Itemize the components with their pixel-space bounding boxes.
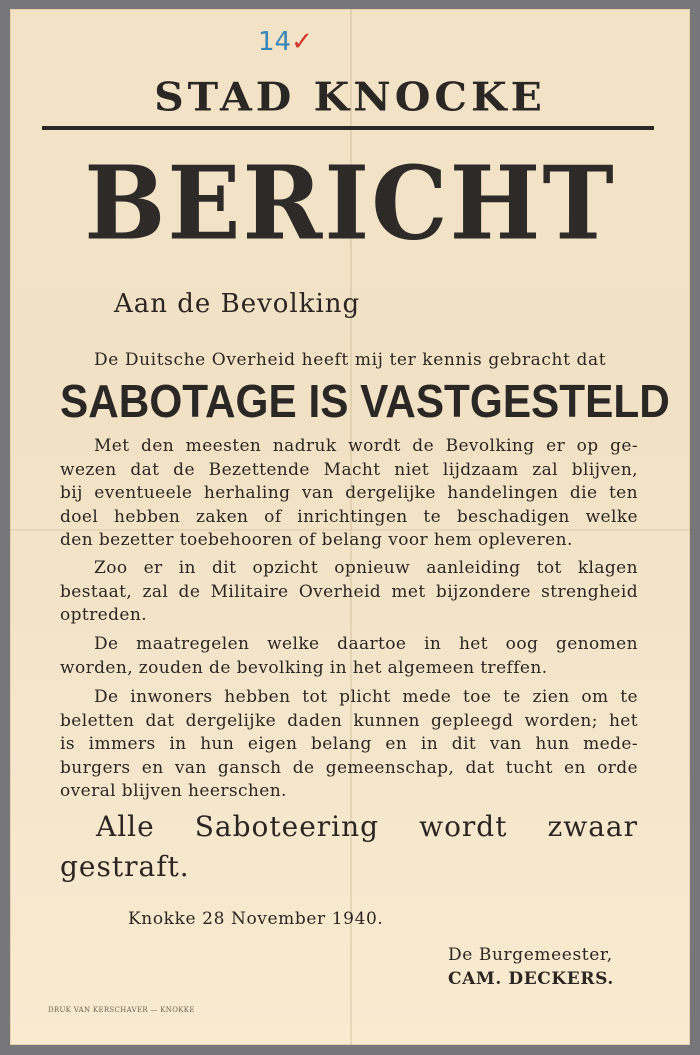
paragraph-line: worden, zouden de bevolking in het algemeen treffen. (60, 657, 548, 678)
salutation: Aan de Bevolking (114, 289, 361, 319)
intro-line: De Duitsche Overheid heeft mij ter kennis gebracht dat (94, 350, 607, 370)
paragraph-line: De maatregelen welke daartoe in het oog genomen (94, 634, 638, 654)
paragraph-3 (60, 633, 638, 680)
paragraph-line: den bezetter toebehooren of belang voor hem opleveren. (60, 530, 573, 550)
paragraph-4 (60, 686, 638, 804)
paragraph-line: doel hebben zaken of inrichtingen te beschadigen welke (60, 506, 638, 527)
paragraph-line: burgers en van gansch de gemeenschap, dat tucht en orde (60, 757, 638, 778)
paragraph-line: Zoo er in dit opzicht opnieuw aanleiding tot klagen (94, 558, 638, 578)
paragraph-line: bestaat, zal de Militaire Overheid met bijzondere strengheid (60, 581, 638, 602)
paragraph-line: beletten dat dergelijke daden kunnen gepleegd worden; het (60, 710, 638, 731)
warning-line: Alle Saboteering wordt zwaar (96, 810, 638, 843)
poster-sheet (10, 9, 690, 1045)
headline: SABOTAGE IS VASTGESTELD (60, 375, 670, 427)
paragraph-line: Met den meesten nadruk wordt de Bevolking er op ge- (94, 436, 638, 456)
poster-title: BERICHT (84, 144, 616, 263)
paragraph-line: bij eventueele herhaling van dergelijke handelingen die ten (60, 483, 638, 503)
checkmark-icon: ✓ (291, 27, 313, 57)
date-line: Knokke 28 November 1940. (128, 909, 384, 929)
warning-statement (60, 807, 638, 887)
paragraph-line: is immers in hun eigen belang en in dit van hun mede- (60, 734, 638, 754)
handwritten-mark (258, 27, 313, 57)
signature-name: CAM. DECKERS. (448, 969, 614, 989)
paragraph-1 (60, 435, 638, 553)
paragraph-line: optreden. (60, 605, 148, 625)
paragraph-line: De inwoners hebben tot plicht mede toe te zien om te (94, 687, 638, 707)
paragraph-2 (60, 557, 638, 628)
paragraph-line: wezen dat de Bezettende Macht niet lijdzaam zal blijven, (60, 459, 638, 480)
printer-credit: DRUK VAN KERSCHAVER — KNOKKE (48, 1006, 195, 1014)
signature-title: De Burgemeester, (448, 945, 613, 965)
handwritten-number: 14 (258, 27, 292, 57)
town-header: STAD KNOCKE (154, 74, 546, 120)
header-rule-divider (42, 126, 654, 130)
paragraph-line: overal blijven heerschen. (60, 781, 287, 801)
warning-line: gestraft. (60, 850, 190, 883)
